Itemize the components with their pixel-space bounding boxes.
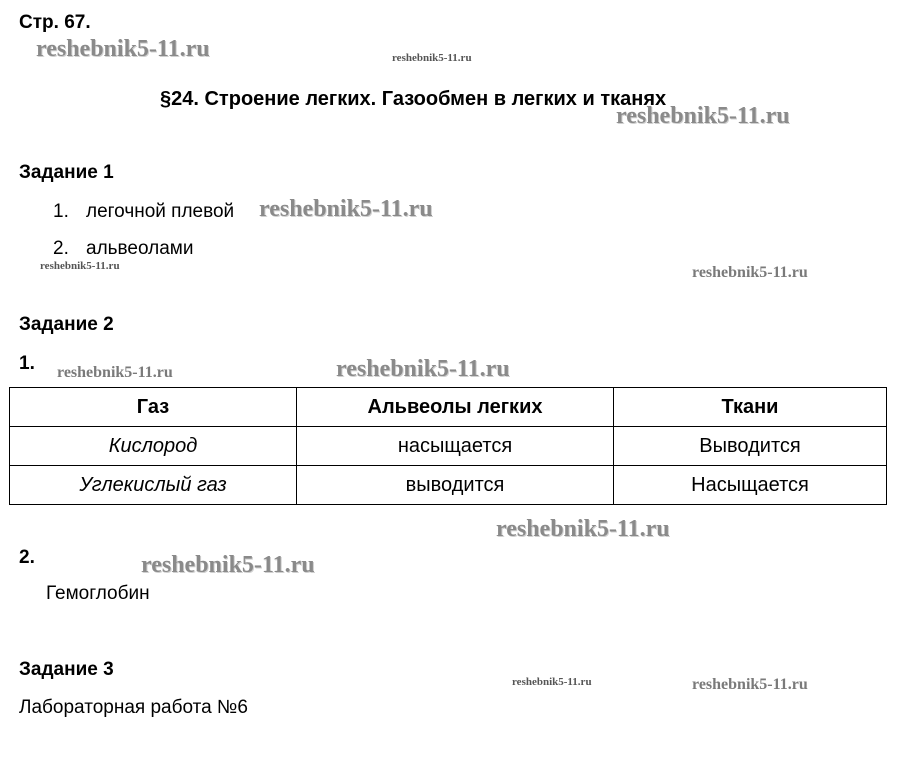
task1-item-2-text: альвеолами — [86, 238, 194, 259]
task1-item-1-num: 1. — [53, 201, 69, 222]
task2-heading: Задание 2 — [19, 314, 114, 335]
task3-heading: Задание 3 — [19, 659, 114, 680]
table-cell-tissues: Насыщается — [614, 466, 887, 505]
table-cell-alveoli: насыщается — [297, 427, 614, 466]
watermark: reshebnik5-11.ru — [692, 676, 808, 693]
section-title: §24. Строение легких. Газообмен в легких и тканях — [160, 88, 667, 110]
table-header-row — [10, 388, 887, 427]
watermark: reshebnik5-11.ru — [392, 52, 472, 64]
table-cell-tissues: Выводится — [614, 427, 887, 466]
watermark: reshebnik5-11.ru — [692, 264, 808, 281]
task2-part2-number: 2. — [19, 547, 35, 568]
page-number: Стр. 67. — [19, 12, 91, 33]
watermark: reshebnik5-11.ru — [141, 552, 315, 578]
task1-item-2-num: 2. — [53, 238, 69, 259]
watermark: reshebnik5-11.ru — [259, 196, 433, 222]
watermark: reshebnik5-11.ru — [57, 364, 173, 381]
table-row — [10, 466, 887, 505]
watermark: reshebnik5-11.ru — [336, 356, 510, 382]
watermark: reshebnik5-11.ru — [36, 36, 210, 62]
table-cell-gas: Кислород — [10, 427, 297, 466]
task3-text: Лабораторная работа №6 — [19, 697, 248, 718]
table-cell-alveoli: выводится — [297, 466, 614, 505]
table-header-alveoli: Альвеолы легких — [297, 388, 614, 427]
table-header-tissues: Ткани — [614, 388, 887, 427]
gas-exchange-table — [9, 387, 887, 505]
watermark: reshebnik5-11.ru — [40, 260, 120, 272]
task2-part2-answer: Гемоглобин — [46, 583, 150, 604]
table-header-gas: Газ — [10, 388, 297, 427]
watermark: reshebnik5-11.ru — [616, 103, 790, 129]
table-cell-gas: Углекислый газ — [10, 466, 297, 505]
table-row — [10, 427, 887, 466]
task1-heading: Задание 1 — [19, 162, 114, 183]
task2-part1-number: 1. — [19, 353, 35, 374]
watermark: reshebnik5-11.ru — [496, 516, 670, 542]
watermark: reshebnik5-11.ru — [512, 676, 592, 688]
task1-item-1-text: легочной плевой — [86, 201, 235, 222]
